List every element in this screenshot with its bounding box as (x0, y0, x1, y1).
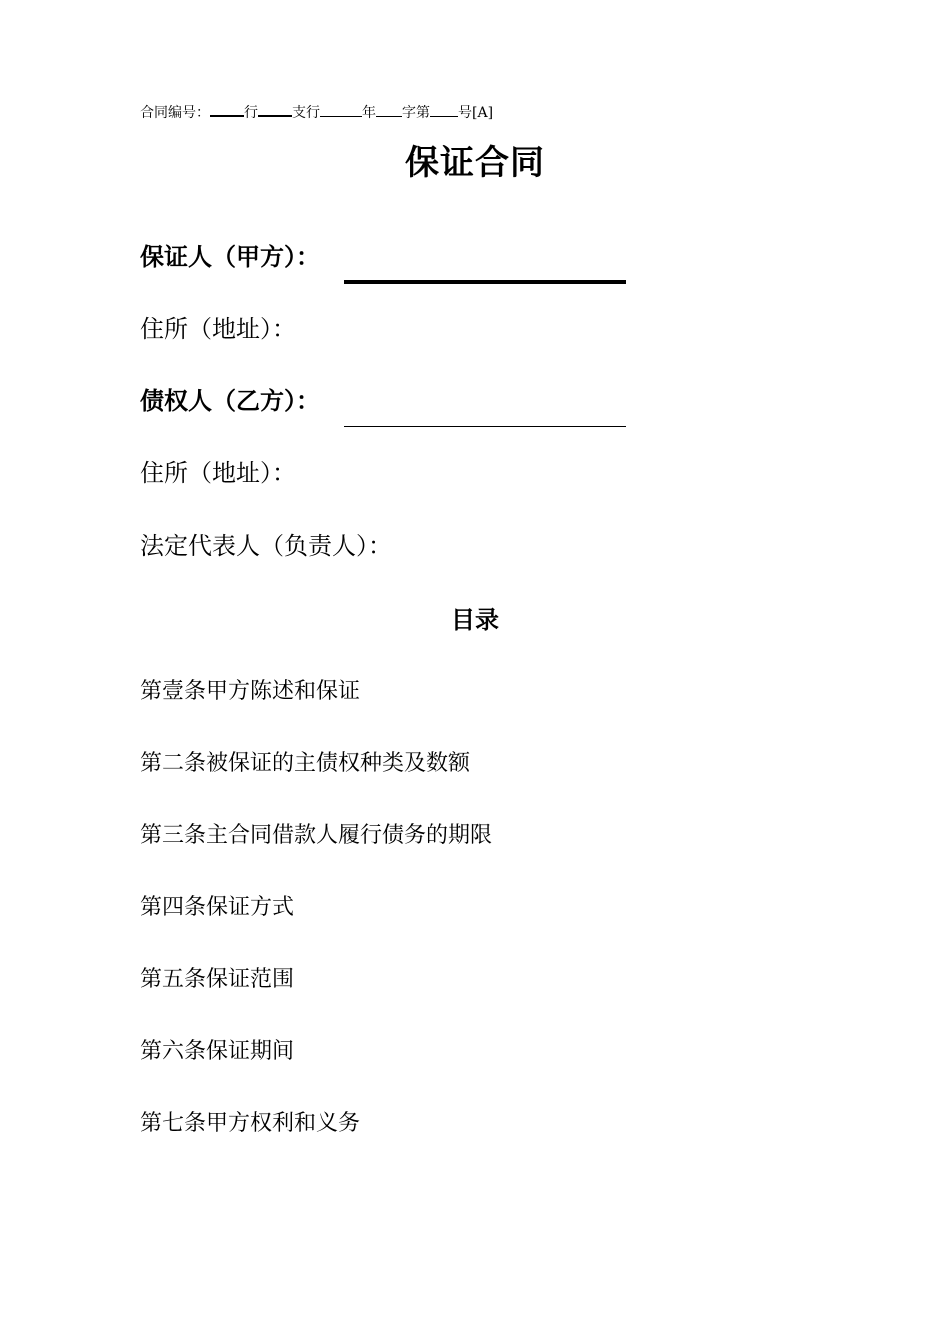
toc-item: 第五条保证范围 (140, 967, 295, 992)
bank-blank (210, 101, 244, 117)
guarantor-address-label: 住所（地址）： (140, 315, 296, 343)
legal-representative-label: 法定代表人（负责人）： (140, 532, 392, 560)
toc-item: 第七条甲方权利和义务 (140, 1111, 361, 1136)
branch-suffix: 支行 (292, 105, 320, 121)
creditor-label: 债权人（乙方）： (140, 387, 320, 415)
toc-item: 第三条主合同借款人履行债务的期限 (140, 823, 493, 848)
guarantor-label: 保证人（甲方）： (140, 243, 320, 271)
toc-item: 第壹条甲方陈述和保证 (140, 679, 361, 704)
word-suffix: 字第 (402, 105, 430, 121)
contract-number-label: 合同编号： (140, 105, 210, 121)
toc-item: 第四条保证方式 (140, 895, 295, 920)
creditor-name-line (344, 426, 626, 427)
number-suffix: 号[A] (458, 105, 494, 121)
year-suffix: 年 (362, 105, 376, 121)
document-title: 保证合同 (405, 143, 545, 183)
contract-number-line (140, 101, 493, 123)
bank-suffix: 行 (244, 105, 258, 121)
year-blank (320, 102, 362, 117)
creditor-address-label: 住所（地址）： (140, 459, 296, 487)
toc-item: 第六条保证期间 (140, 1039, 295, 1064)
toc-title: 目录 (451, 606, 499, 634)
word-blank (376, 102, 402, 117)
branch-blank (258, 101, 292, 117)
guarantor-name-line (344, 280, 626, 284)
toc-item: 第二条被保证的主债权种类及数额 (140, 751, 471, 776)
number-blank (430, 102, 458, 117)
